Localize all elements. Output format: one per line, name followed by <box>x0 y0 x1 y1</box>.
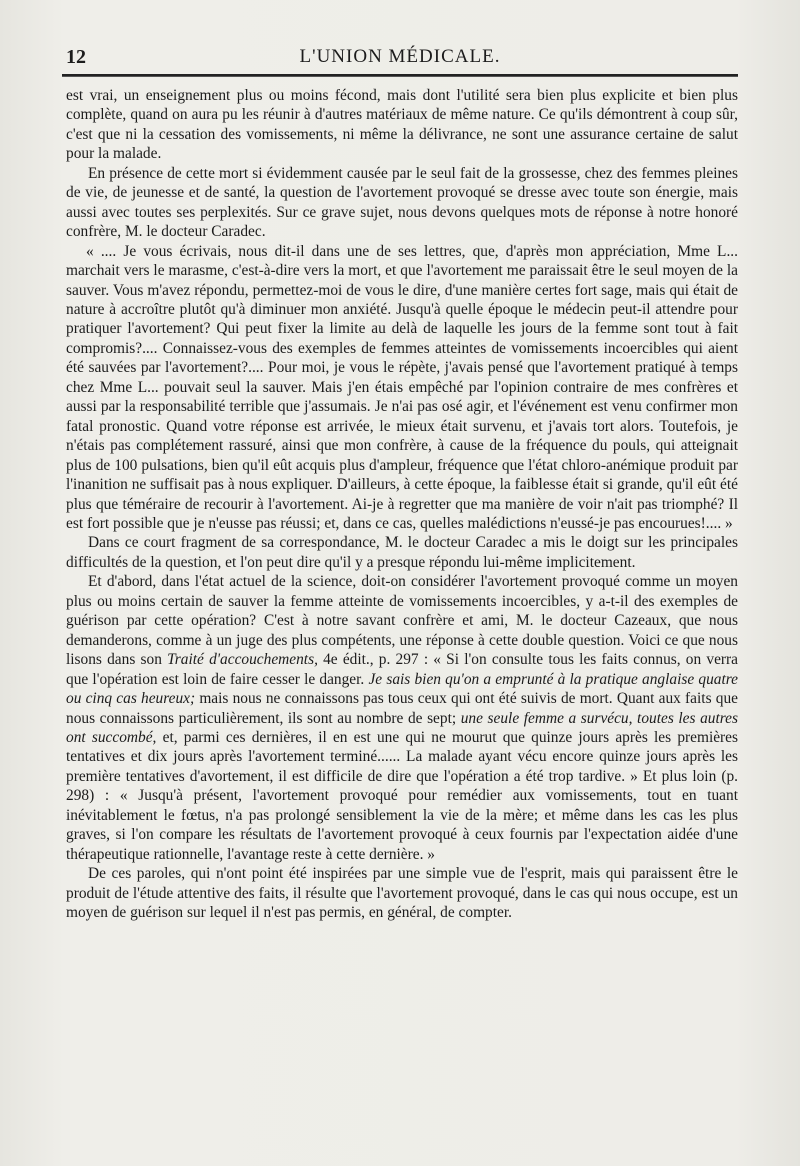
text-run: et, parmi ces dernières, il en est une qui ne mourut que quinze jours après les premières tentatives et dix jours après l'avortement terminé...... La malade ayant vécu encore quinze jours après les première tentatives d'avortement, il est difficile de dire que l'opération a été trop tardive. » Et plus loin (p. 298) : « Jusqu'à présent, l'avortement provoqué pour remédier aux vomissements, tout en tuant inévitablement le fœtus, n'a pas prolongé sensiblement la vie de la mère; et même dans les cas les plus graves, si l'on compare les résultats de l'avortement provoqué à ceux fournis par l'expectation aidée d'une thérapeutique rationnelle, l'avantage reste à cette dernière. » <box>66 728 738 863</box>
text-run: 4e édit., p. 297 : « Si l'on consulte tous les faits connus, on verra que l'opération est loin de faire cesser le danger. <box>66 651 738 688</box>
text-run: mais nous ne connaissons pas tous ceux qui ont été suivis de mort. Quant aux faits que nous connaissons particulièrement, ils sont au nombre de sept; <box>66 690 738 727</box>
page-number: 12 <box>66 46 86 68</box>
italic-text: Traité d'accouchements, <box>167 651 318 669</box>
paragraph <box>66 864 738 922</box>
text-run: De ces paroles, qui n'ont point été inspirées par une simple vue de l'esprit, mais qui paraissent être le produit de l'étude attentive des faits, il résulte que l'avortement provoqué, dans le cas qui nous occupe, est un moyen de guérison sur lequel il n'est pas permis, en général, de compter. <box>66 865 738 922</box>
text-run: « .... Je vous écrivais, nous dit-il dans une de ses lettres, que, d'après mon appréciation, Mme L... marchait vers le marasme, c'est-à-dire vers la mort, et que l'avortement me paraissait être le seul moyen de la sauver. Vous m'avez répondu, permettez-moi de vous le dire, d'une manière certes fort sage, mais qui était de nature à accroître plutôt qu'à diminuer mon anxiété. Jusqu'à quelle époque le médecin peut-il attendre pour pratiquer l'avortement? Qui peut fixer la limite au delà de laquelle les jours de la femme sont tout à fait compromis?.... Connaissez-vous des exemples de femmes atteintes de vomissements incoercibles qui aient été sauvées par l'avortement?.... Pour moi, je vous le répète, j'avais pensé que l'avortement pratiqué à temps chez Mme L... pouvait seul la sauver. Mais j'en étais empêché par l'opinion contraire de mes confrères et aussi par la responsabilité terrible que j'assumais. Je n'ai pas osé agir, et l'événement est venu confirmer mon fatal pronostic. Quand votre réponse est arrivée, le mieux était survenu, et j'avais tort alors. Toutefois, je n'étais pas complétement rassuré, ainsi que mon confrère, à cause de la fréquence du pouls, qui atteignait plus de 100 pulsations, bien qu'il eût acquis plus d'ampleur, fréquence que l'état chloro-anémique produit par l'inanition ne suffisait pas à nous expliquer. D'ailleurs, à cette époque, la faiblesse était si grande, qu'il eût été plus que téméraire de recourir à l'avortement. Ai-je à regretter que ma manière de voir n'ait pas triomphé? Il est fort possible que je n'eusse pas réussi; et, dans ce cas, quelles malédictions n'eussé-je pas encourues!.... » <box>66 242 738 532</box>
italic-text: une seule femme a survécu, toutes les autres ont succombé, <box>66 709 738 746</box>
article-body <box>66 86 738 922</box>
paragraph <box>66 572 738 864</box>
paragraph <box>66 242 738 534</box>
text-run: En présence de cette mort si évidemment causée par le seul fait de la grossesse, chez des femmes pleines de vie, de jeunesse et de santé, la question de l'avortement provoqué se dresse avec toute son énergie, mais aussi avec toutes ses perplexités. Sur ce grave sujet, nous devons quelques mots de réponse à notre honoré confrère, M. le docteur Caradec. <box>66 164 738 241</box>
text-run: Et d'abord, dans l'état actuel de la science, doit-on considérer l'avortement provoqué comme un moyen plus ou moins certain de sauver la femme atteinte de vomissements incoercibles, y a-t-il des exemples de guérison par cette opération? C'est à notre savant confrère et ami, M. le docteur Cazeaux, que nous demanderons, comme à un juge des plus compétents, une réponse à cette double question. Voici ce que nous lisons dans son <box>66 573 738 669</box>
header-rule <box>62 74 738 77</box>
text-run: Dans ce court fragment de sa correspondance, M. le docteur Caradec a mis le doigt sur les principales difficultés de la question, et l'on peut dire qu'il y a presque répondu lui-même implicitement. <box>66 534 738 571</box>
running-title: L'UNION MÉDICALE. <box>299 46 501 67</box>
italic-text: Je sais bien qu'on a emprunté à la pratique anglaise quatre ou cinq cas heureux; <box>66 670 738 708</box>
paragraph <box>66 164 738 242</box>
text-run: est vrai, un enseignement plus ou moins fécond, mais dont l'utilité sera bien plus explicite et bien plus complète, quand on aura pu les réunir à d'autres matériaux de même nature. Ce qu'ils démontrent à coup sûr, c'est que ni la cessation des vomissements, ni même la délivrance, ne sont une assurance certaine de salut pour la malade. <box>66 87 738 163</box>
page-header <box>62 46 738 72</box>
paragraph <box>66 86 738 164</box>
paragraph <box>66 533 738 572</box>
